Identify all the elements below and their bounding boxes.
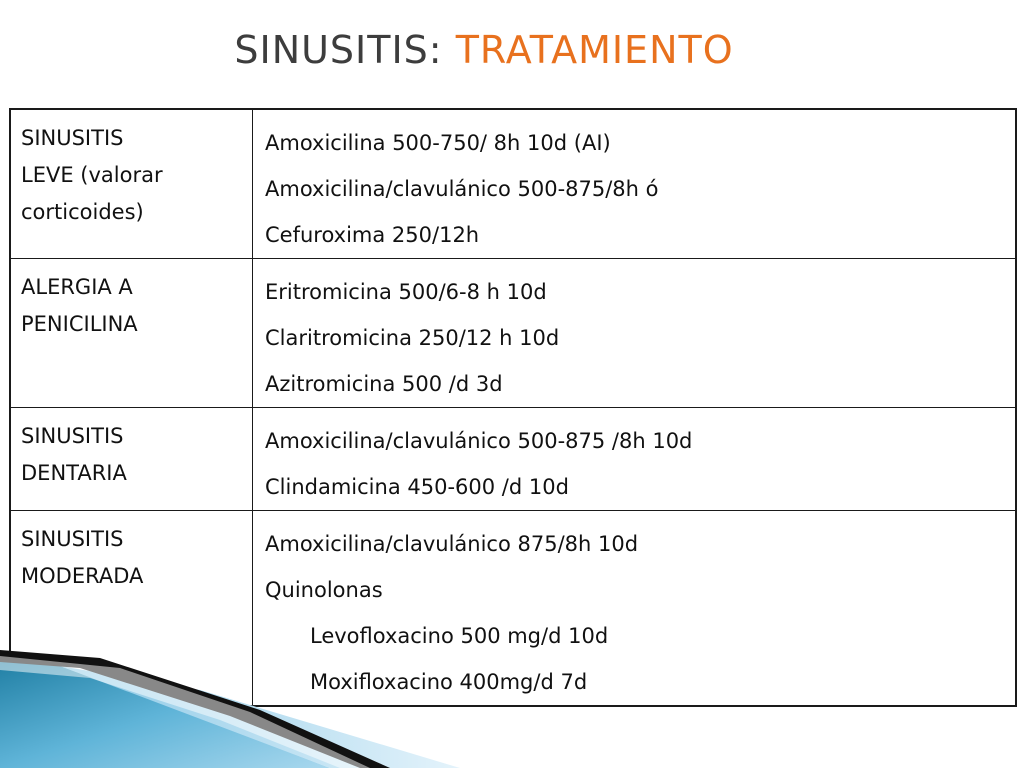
- category-label: SINUSITIS DENTARIA: [21, 424, 127, 485]
- category-cell: [10, 259, 253, 408]
- drug-subitem: Levofloxacino 500 mg/d 10d: [310, 624, 609, 648]
- category-cell: [10, 408, 253, 511]
- category-label: SINUSITIS MODERADA: [21, 527, 144, 588]
- blue-wave-shape: [0, 658, 330, 768]
- drugs-cell: [253, 408, 1017, 511]
- drug-subitem: Moxifloxacino 400mg/d 7d: [310, 670, 588, 694]
- drug-item: Clindamicina 450-600 /d 10d: [265, 475, 569, 499]
- drug-item: Azitromicina 500 /d 3d: [265, 372, 503, 396]
- table-row: [10, 259, 1016, 408]
- treatment-table: [9, 108, 1017, 707]
- decorative-swoosh: [0, 640, 1024, 768]
- category-label: SINUSITIS LEVE (valorar corticoides): [21, 126, 163, 224]
- drugs-cell: [253, 259, 1017, 408]
- drug-item: Amoxicilina 500-750/ 8h 10d (AI): [265, 131, 611, 155]
- slide-title-highlight: TRATAMIENTO: [455, 28, 734, 72]
- drugs-cell: [253, 109, 1017, 259]
- drug-item: Cefuroxima 250/12h: [265, 223, 480, 247]
- table-row: [10, 408, 1016, 511]
- table-row: [10, 109, 1016, 259]
- drug-item: Eritromicina 500/6-8 h 10d: [265, 280, 547, 304]
- slide-title: [0, 28, 968, 72]
- drug-item: Amoxicilina/clavulánico 500-875 /8h 10d: [265, 429, 693, 453]
- drug-item: Amoxicilina/clavulánico 500-875/8h ó: [265, 177, 659, 201]
- category-cell: [10, 109, 253, 259]
- category-label: ALERGIA A PENICILINA: [21, 275, 138, 336]
- slide-title-main: SINUSITIS:: [234, 28, 456, 72]
- drug-item: Amoxicilina/clavulánico 875/8h 10d: [265, 532, 639, 556]
- drug-item: Quinolonas: [265, 578, 383, 602]
- drug-item: Claritromicina 250/12 h 10d: [265, 326, 560, 350]
